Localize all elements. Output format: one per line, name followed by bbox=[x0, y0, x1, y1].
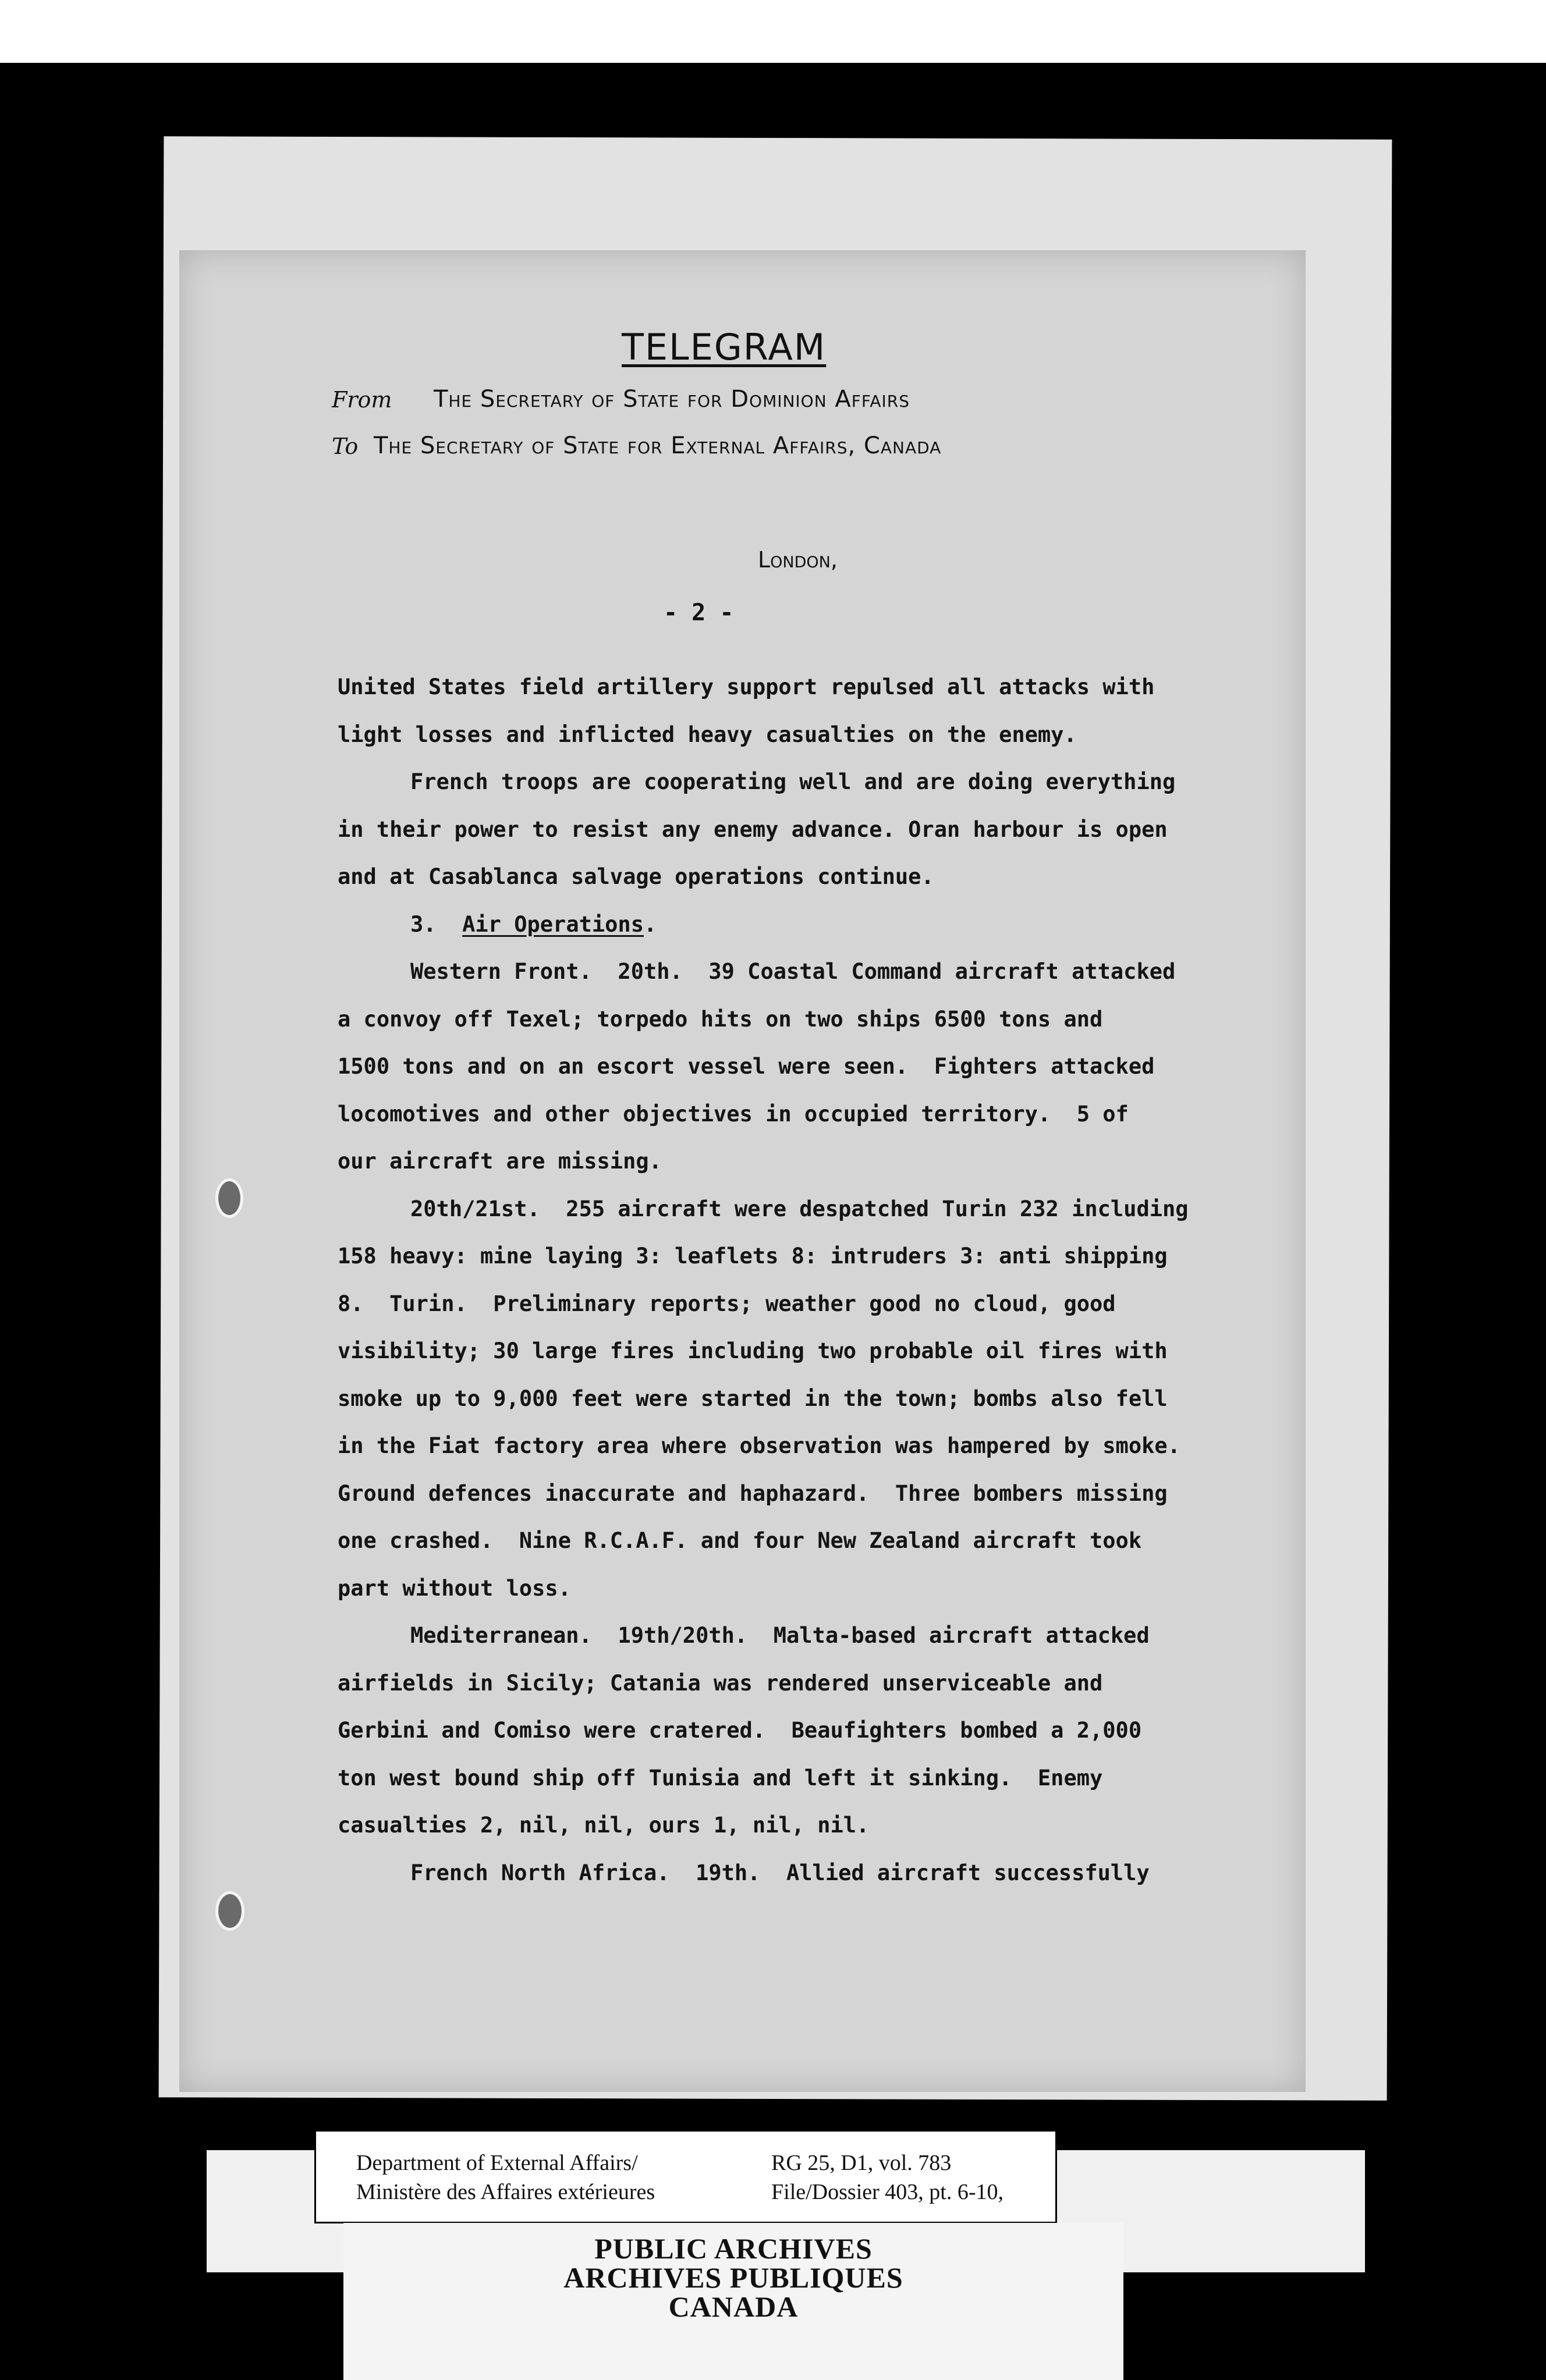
department-fr: Ministère des Affaires extérieures bbox=[356, 2180, 655, 2204]
page-number: - 2 - bbox=[664, 599, 734, 626]
body-line: in the Fiat factory area where observation was hampered by smoke. bbox=[338, 1433, 1180, 1458]
body-line: 158 heavy: mine laying 3: leaflets 8: intruders 3: anti shipping bbox=[338, 1244, 1168, 1269]
body-line: 1500 tons and on an escort vessel were seen. Fighters attacked bbox=[338, 1054, 1155, 1079]
stamp-line-1: PUBLIC ARCHIVES bbox=[594, 2232, 873, 2265]
body-line: ton west bound ship off Tunisia and left it sinking. Enemy bbox=[338, 1765, 1103, 1791]
to-text: The Secretary of State for External Affairs, Canada bbox=[374, 432, 942, 459]
body-line: Western Front. 20th. 39 Coastal Command aircraft attacked bbox=[410, 959, 1176, 984]
from-label: From bbox=[332, 387, 392, 413]
stamp-line-2: ARCHIVES PUBLIQUES bbox=[563, 2261, 903, 2294]
stamp-line-3: CANADA bbox=[668, 2290, 799, 2323]
body-line: 20th/21st. 255 aircraft were despatched Turin 232 including bbox=[410, 1196, 1189, 1221]
telegram-title: TELEGRAM bbox=[622, 326, 827, 368]
section-heading: Air Operations bbox=[462, 911, 644, 937]
body-line: our aircraft are missing. bbox=[338, 1149, 662, 1174]
body-line: French troops are cooperating well and are doing everything bbox=[410, 769, 1176, 794]
department-en: Department of External Affairs/ bbox=[356, 2151, 638, 2175]
body-line: part without loss. bbox=[338, 1575, 571, 1601]
body-line: in their power to resist any enemy advance. Oran harbour is open bbox=[338, 816, 1168, 842]
top-margin bbox=[0, 0, 1546, 63]
to-label: To bbox=[332, 434, 359, 459]
place-line: London, bbox=[758, 547, 838, 573]
punch-hole bbox=[215, 1178, 243, 1218]
body-line: United States field artillery support repulsed all attacks with bbox=[338, 674, 1155, 699]
body-line: smoke up to 9,000 feet were started in the town; bombs also fell bbox=[338, 1386, 1168, 1411]
body-line: and at Casablanca salvage operations continue. bbox=[338, 864, 934, 889]
punch-hole bbox=[215, 1891, 244, 1931]
body-line: one crashed. Nine R.C.A.F. and four New Zealand aircraft took bbox=[338, 1528, 1142, 1553]
body-line: visibility; 30 large fires including two probable oil fires with bbox=[338, 1338, 1168, 1363]
record-group: RG 25, D1, vol. 783 bbox=[771, 2151, 952, 2175]
body-line: locomotives and other objectives in occupied territory. 5 of bbox=[338, 1101, 1129, 1127]
body-line: 3. Air Operations. bbox=[410, 911, 657, 937]
archive-reference-label bbox=[314, 2130, 1057, 2223]
file-dossier: File/Dossier 403, pt. 6-10, bbox=[771, 2180, 1004, 2204]
body-line: airfields in Sicily; Catania was rendered unserviceable and bbox=[338, 1670, 1103, 1696]
body-line: light losses and inflicted heavy casualties on the enemy. bbox=[338, 722, 1077, 747]
body-line: French North Africa. 19th. Allied aircraft successfully bbox=[410, 1860, 1150, 1885]
telegram-body bbox=[338, 663, 1269, 1896]
body-line: Gerbini and Comiso were cratered. Beaufighters bombed a 2,000 bbox=[338, 1718, 1142, 1743]
body-line: casualties 2, nil, nil, ours 1, nil, nil. bbox=[338, 1813, 870, 1838]
from-text: The Secretary of State for Dominion Affairs bbox=[434, 386, 910, 413]
body-line: a convoy off Texel; torpedo hits on two ships 6500 tons and bbox=[338, 1006, 1103, 1032]
body-line: Mediterranean. 19th/20th. Malta-based aircraft attacked bbox=[410, 1623, 1150, 1648]
body-line: 8. Turin. Preliminary reports; weather good no cloud, good bbox=[338, 1291, 1116, 1316]
body-line: Ground defences inaccurate and haphazard. Three bombers missing bbox=[338, 1480, 1168, 1506]
